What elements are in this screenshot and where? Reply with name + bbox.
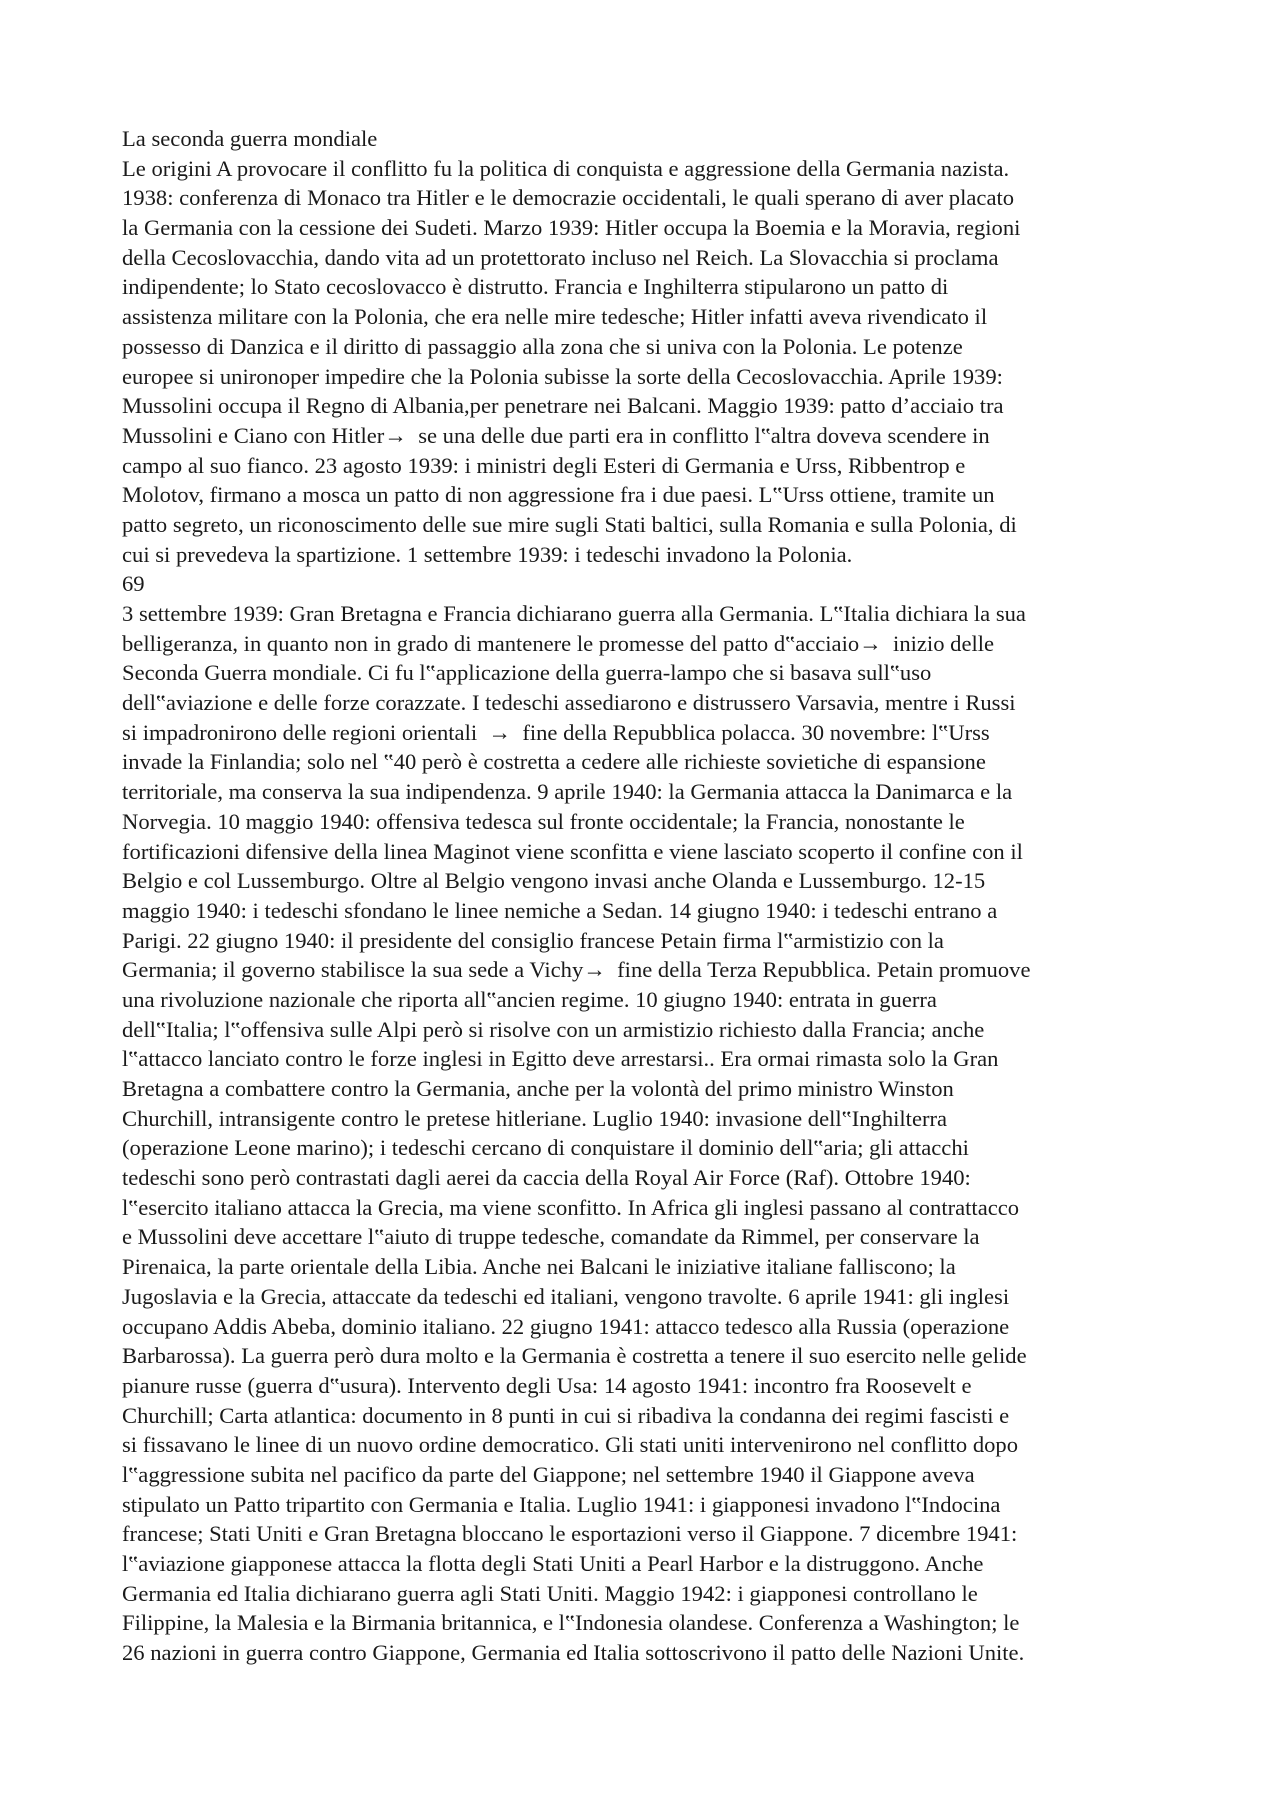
- text-line: maggio 1940: i tedeschi sfondano le linee nemiche a Sedan. 14 giugno 1940: i tedeschi entrano a: [122, 897, 998, 923]
- text-line: Jugoslavia e la Grecia, attaccate da tedeschi ed italiani, vengono travolte. 6 aprile 1941: gli inglesi: [122, 1283, 1010, 1309]
- text-line: Parigi. 22 giugno 1940: il presidente del consiglio francese Petain firma l‟armistizio con la: [122, 927, 944, 953]
- text-line: tedeschi sono però contrastati dagli aerei da caccia della Royal Air Force (Raf). Ottobre 1940:: [122, 1165, 971, 1191]
- text-line: patto segreto, un riconoscimento delle sue mire sugli Stati baltici, sulla Romania e sulla Polonia, di: [122, 511, 1017, 537]
- page-number: 69: [122, 571, 145, 597]
- text-line: dell‟Italia; l‟offensiva sulle Alpi però si risolve con un armistizio richiesto dalla Francia; anche: [122, 1016, 985, 1042]
- text-line: Belgio e col Lussemburgo. Oltre al Belgio vengono invasi anche Olanda e Lussemburgo. 12-15: [122, 868, 986, 894]
- text-line: Churchill; Carta atlantica: documento in 8 punti in cui si ribadiva la condanna dei regimi fascisti e: [122, 1402, 1010, 1428]
- text-line: Le origini A provocare il conflitto fu la politica di conquista e aggressione della Germania nazista.: [122, 155, 1010, 181]
- text-line: l‟attacco lanciato contro le forze inglesi in Egitto deve arrestarsi.. Era ormai rimasta solo la Gran: [122, 1046, 999, 1072]
- text-line: Germania ed Italia dichiarano guerra agli Stati Uniti. Maggio 1942: i giapponesi controllano le: [122, 1580, 978, 1606]
- text-line: Churchill, intransigente contro le pretese hitleriane. Luglio 1940: invasione dell‟Inghilterra: [122, 1105, 948, 1131]
- text-line: 26 nazioni in guerra contro Giappone, Germania ed Italia sottoscrivono il patto delle Nazioni Unite.: [122, 1640, 1025, 1666]
- text-line: Pirenaica, la parte orientale della Libia. Anche nei Balcani le iniziative italiane falliscono; la: [122, 1254, 956, 1280]
- text-line: la Germania con la cessione dei Sudeti. Marzo 1939: Hitler occupa la Boemia e la Moravia, regioni: [122, 215, 1021, 241]
- text-line: Norvegia. 10 maggio 1940: offensiva tedesca sul fronte occidentale; la Francia, nonostante le: [122, 808, 965, 834]
- text-line: invade la Finlandia; solo nel ‟40 però è costretta a cedere alle richieste sovietiche di espansione: [122, 749, 986, 775]
- text-line: Molotov, firmano a mosca un patto di non aggressione fra i due paesi. L‟Urss ottiene, tramite un: [122, 482, 995, 508]
- text-line: francese; Stati Uniti e Gran Bretagna bloccano le esportazioni verso il Giappone. 7 dicembre 1941:: [122, 1521, 1018, 1547]
- text-line: 3 settembre 1939: Gran Bretagna e Francia dichiarano guerra alla Germania. L‟Italia dichiara la sua: [122, 601, 1026, 626]
- text-line: Mussolini e Ciano con Hitler→ se una delle due parti era in conflitto l‟altra doveva scendere in: [122, 422, 990, 448]
- text-line: dell‟aviazione e delle forze corazzate. I tedeschi assediarono e distrussero Varsavia, mentre i Russi: [122, 690, 1016, 716]
- text-line: campo al suo fianco. 23 agosto 1939: i ministri degli Esteri di Germania e Urss, Ribbentrop e: [122, 452, 966, 478]
- text-line: Germania; il governo stabilisce la sua sede a Vichy→ fine della Terza Repubblica. Petain promuove: [122, 957, 1031, 983]
- document-title: La seconda guerra mondiale: [122, 126, 378, 151]
- text-line: Seconda Guerra mondiale. Ci fu l‟applicazione della guerra-lampo che si basava sull‟uso: [122, 660, 932, 686]
- text-line: e Mussolini deve accettare l‟aiuto di truppe tedesche, comandate da Rimmel, per conservare la: [122, 1224, 980, 1250]
- text-line: si fissavano le linee di un nuovo ordine democratico. Gli stati uniti intervenirono nel conflitto dopo: [122, 1432, 1019, 1458]
- text-line: Filippine, la Malesia e la Birmania britannica, e l‟Indonesia olandese. Conferenza a Washington; le: [122, 1610, 1020, 1636]
- text-line: (operazione Leone marino); i tedeschi cercano di conquistare il dominio dell‟aria; gli attacchi: [122, 1135, 969, 1161]
- text-line: fortificazioni difensive della linea Maginot viene sconfitta e viene lasciato scoperto il confine con il: [122, 838, 1023, 864]
- text-line: belligeranza, in quanto non in grado di mantenere le promesse del patto d‟acciaio→ inizio delle: [122, 630, 995, 656]
- text-line: l‟aviazione giapponese attacca la flotta degli Stati Uniti a Pearl Harbor e la distruggono. Anche: [122, 1551, 984, 1576]
- text-line: l‟aggressione subita nel pacifico da parte del Giappone; nel settembre 1940 il Giappone aveva: [122, 1461, 975, 1487]
- text-line: possesso di Danzica e il diritto di passaggio alla zona che si univa con la Polonia. Le potenze: [122, 333, 963, 359]
- text-line: 1938: conferenza di Monaco tra Hitler e le democrazie occidentali, le quali sperano di aver placato: [122, 185, 1015, 211]
- text-line: Bretagna a combattere contro la Germania, anche per la volontà del primo ministro Winston: [122, 1076, 954, 1101]
- text-line: Barbarossa). La guerra però dura molto e la Germania è costretta a tenere il suo esercito nelle gelide: [122, 1343, 1027, 1369]
- text-line: Mussolini occupa il Regno di Albania,per penetrare nei Balcani. Maggio 1939: patto d’acciaio tra: [122, 393, 1004, 419]
- text-line: si impadronirono delle regioni orientali → fine della Repubblica polacca. 30 novembre: l‟Urss: [122, 719, 990, 745]
- text-line: cui si prevedeva la spartizione. 1 settembre 1939: i tedeschi invadono la Polonia.: [122, 541, 853, 567]
- text-line: occupano Addis Abeba, dominio italiano. 22 giugno 1941: attacco tedesco alla Russia (operazione: [122, 1313, 1010, 1339]
- document-body: [122, 124, 1162, 1668]
- text-line: assistenza militare con la Polonia, che era nelle mire tedesche; Hitler infatti aveva rivendicato il: [122, 304, 988, 330]
- text-line: territoriale, ma conserva la sua indipendenza. 9 aprile 1940: la Germania attacca la Danimarca e la: [122, 779, 1013, 805]
- text-line: della Cecoslovacchia, dando vita ad un protettorato incluso nel Reich. La Slovacchia si proclama: [122, 244, 999, 270]
- text-line: stipulato un Patto tripartito con Germania e Italia. Luglio 1941: i giapponesi invadono l‟Indocina: [122, 1491, 1001, 1517]
- text-line: indipendente; lo Stato cecoslovacco è distrutto. Francia e Inghilterra stipularono un patto di: [122, 274, 949, 300]
- text-line: pianure russe (guerra d‟usura). Intervento degli Usa: 14 agosto 1941: incontro fra Roosevelt e: [122, 1372, 972, 1398]
- text-line: l‟esercito italiano attacca la Grecia, ma viene sconfitto. In Africa gli inglesi passano al contrattacco: [122, 1194, 1020, 1220]
- text-line: europee si unironoper impedire che la Polonia subisse la sorte della Cecoslovacchia. Aprile 1939:: [122, 363, 1003, 389]
- text-line: una rivoluzione nazionale che riporta all‟ancien regime. 10 giugno 1940: entrata in guerra: [122, 986, 937, 1012]
